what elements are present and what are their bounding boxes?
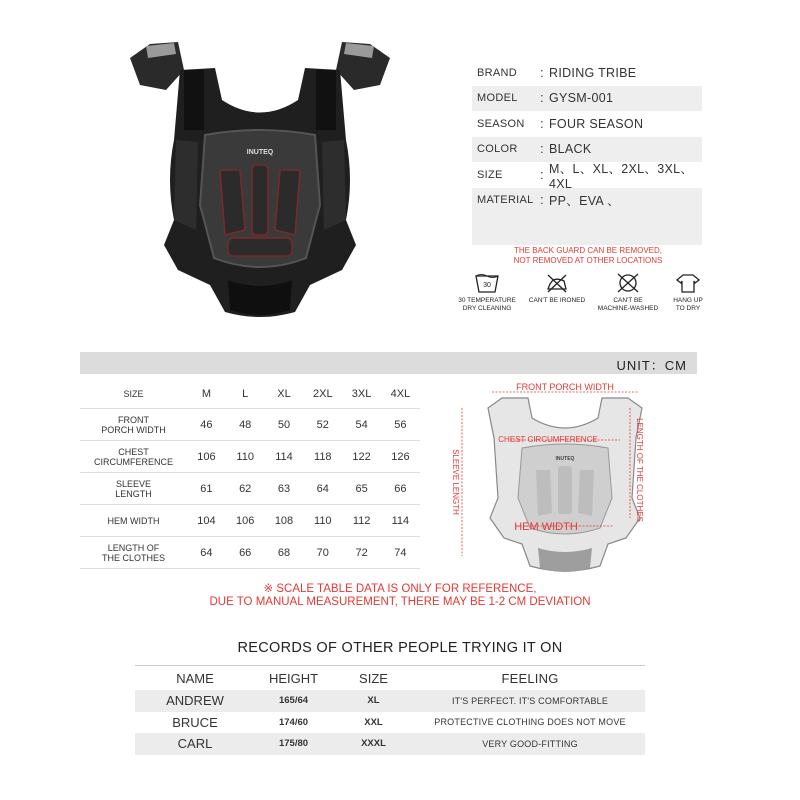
care-label: CAN'T BE [613,297,643,304]
care-hang-dry [652,272,724,312]
spec-key: COLOR [477,143,518,156]
records-row [135,712,645,734]
size-row-label-line: HEM WIDTH [107,515,160,526]
records-header-cell: HEIGHT [268,670,319,686]
spec-filler [472,213,702,245]
size-cell: 114 [275,450,293,463]
records-cell: CARL [177,736,213,752]
records-cell: IT'S PERFECT. IT'S COMFORTABLE [451,695,609,706]
size-row-label-line: SLEEVE [115,478,152,489]
size-cell: 61 [200,482,213,495]
records-cell: XXXL [361,738,386,750]
records-header-cell: SIZE [359,670,388,686]
diagram-brand-mark: INUTEQ [555,456,575,462]
records-row [135,733,645,755]
size-table-row [80,505,420,537]
spec-value: PP、EVA 、 [549,194,620,209]
records-cell: 165/64 [278,695,309,707]
chest-circumference-label: CHEST CIRCUMFERENCE [498,435,598,444]
care-label: DRY CLEANING [462,304,512,312]
records-cell: XXL [364,716,383,728]
wash-30-icon [474,272,500,294]
size-table-row [80,409,420,441]
size-cell: 106 [236,514,255,527]
size-table-row [80,537,420,569]
size-cell: 50 [277,418,291,431]
size-header-cell: L [242,388,249,400]
records-header-row [135,665,645,690]
spec-key: SEASON [477,117,525,130]
records-cell: XL [367,695,380,707]
size-cell: 66 [394,482,407,495]
hang-dry-icon [675,272,701,294]
size-cell: 112 [352,514,371,527]
size-cell: 65 [355,482,368,495]
size-cell: 108 [274,514,294,527]
spec-colon: : [540,142,544,157]
records-cell: PROTECTIVE CLOTHING DOES NOT MOVE [434,717,626,728]
size-header-cell: M [201,388,211,400]
spec-key: MATERIAL [477,194,534,207]
size-cell: 66 [239,546,252,559]
unit-bar [80,352,697,374]
spec-value: BLACK [549,142,592,157]
care-wash-30 [451,272,523,312]
sleeve-length-label: SLEEVE LENGTH [451,449,460,515]
size-header-cell: 2XL [313,388,333,400]
no-iron-icon [544,272,570,294]
spec-colon: : [540,193,544,208]
spec-value: RIDING TRIBE [549,65,637,80]
size-cell: 48 [239,418,252,431]
size-row-label [80,415,187,435]
size-cell: 122 [352,450,371,463]
records-cell: ANDREW [166,693,224,709]
size-row-label [80,447,187,467]
size-cell: 110 [314,514,332,527]
back-guard-note-line: THE BACK GUARD CAN BE REMOVED, [513,246,663,255]
records-cell: 174/60 [278,716,309,728]
size-cell: 126 [391,450,410,463]
care-label: 30 TEMPERATURE [458,297,516,304]
spec-colon: : [540,116,544,131]
care-label: MACHINE-WASHED [597,304,659,312]
size-row-label [80,543,187,563]
size-row-label-line: LENGTH OF [107,542,160,553]
front-porch-width-label: FRONT PORCH WIDTH [516,382,614,392]
size-cell: 64 [316,482,329,495]
spec-row [472,188,702,214]
size-row-label-line: LENGTH [115,488,152,499]
spec-value: GYSM-001 [549,91,614,106]
size-cell: 54 [355,418,368,431]
back-guard-note-line: NOT REMOVED AT OTHER LOCATIONS [513,256,663,265]
size-cell: 106 [197,450,216,463]
wash-temperature: 30 [483,282,491,289]
scale-note-line: ※ SCALE TABLE DATA IS ONLY FOR REFERENCE, [263,583,537,595]
size-table-row [80,473,420,505]
spec-row [472,86,702,112]
spec-row [472,161,702,191]
size-cell: 46 [200,418,213,431]
size-cell: 64 [200,546,213,559]
size-row-label-line: THE CLOTHES [101,552,165,563]
size-cell: 72 [355,546,368,559]
size-cell: 63 [277,482,291,495]
scale-note-line: DUE TO MANUAL MEASUREMENT, THERE MAY BE 1-2 CM DEVIATION [209,596,591,608]
care-label: TO DRY [675,304,701,312]
size-row-label-line: PORCH WIDTH [101,424,166,435]
size-cell: 52 [316,418,329,431]
spec-colon: : [540,91,544,106]
size-table [80,380,420,569]
size-header-label: SIZE [123,389,144,399]
care-label: CAN'T BE IRONED [528,297,586,304]
scale-note [80,583,720,609]
size-header-cell: 3XL [351,388,372,400]
size-row-label-line: CHEST [118,446,149,457]
spec-box [472,60,702,245]
back-guard-note [472,246,704,266]
unit-label: UNIT：CM [616,358,687,373]
measurement-diagram [440,378,690,578]
records-header-cell: NAME [176,670,214,686]
no-machine-wash-icon [615,272,641,294]
records-cell: 175/80 [278,738,309,750]
size-table-header [80,380,420,409]
care-label: HANG UP [673,297,703,304]
records-header-cell: FEELING [501,670,559,686]
spec-row [472,60,702,86]
records-row [135,690,645,712]
size-table-row [80,441,420,473]
hem-width-label: HEM WIDTH [514,521,578,533]
size-cell: 114 [391,514,410,527]
spec-key: BRAND [477,66,518,79]
care-no-iron [521,272,593,305]
vest-product-image [110,30,410,320]
length-of-clothes-label: LENGTH OF THE CLOTHES [635,418,644,522]
records-cell: VERY GOOD-FITTING [482,738,578,749]
size-cell: 118 [314,450,332,463]
records-cell: BRUCE [172,714,218,730]
size-cell: 104 [197,514,216,527]
records-title: RECORDS OF OTHER PEOPLE TRYING IT ON [237,640,563,656]
size-cell: 74 [394,546,407,559]
spec-value: FOUR SEASON [549,116,644,131]
spec-key: MODEL [477,92,518,105]
size-cell: 62 [239,482,252,495]
spec-row [472,111,702,137]
size-row-label [80,479,187,499]
spec-value: M、L、XL、2XL、3XL、4XL [549,161,694,191]
spec-key: SIZE [477,168,503,181]
spec-colon: : [540,167,544,182]
size-header-cell: 4XL [390,388,411,400]
size-cell: 70 [316,546,329,559]
size-row-label [80,516,187,526]
size-cell: 56 [394,418,407,431]
vest-brand-mark: INUTEQ [246,149,274,156]
size-cell: 68 [277,546,291,559]
size-row-label-line: CIRCUMFERENCE [93,456,173,467]
size-cell: 110 [236,450,254,463]
size-header-cell: XL [277,388,291,400]
records-table [135,665,645,755]
spec-colon: : [540,65,544,80]
size-row-label-line: FRONT [118,414,149,425]
